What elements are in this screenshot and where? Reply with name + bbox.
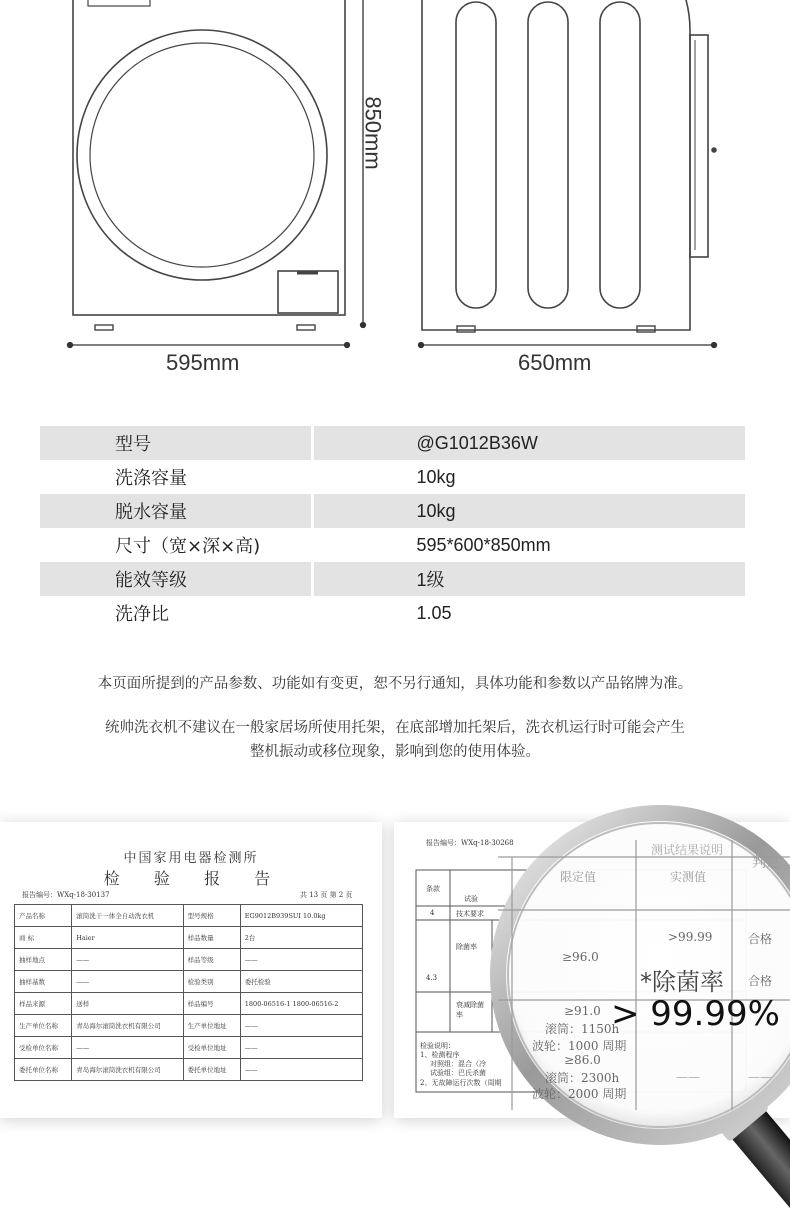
report-org-title: 中国家用电器检测所	[123, 851, 259, 866]
cell: 抽样基数	[15, 971, 72, 993]
cell: Haier	[72, 927, 183, 949]
mag-limit-3: ≥86.0	[564, 1053, 601, 1067]
cell: 1800-06516-1 1800-06516-2	[240, 993, 362, 1015]
cell: ——	[240, 949, 362, 971]
cell: 青岛海尔滚筒洗衣机有限公司	[72, 1015, 183, 1037]
mag-pass-1: 合格	[748, 932, 773, 946]
spec-key: 洗涤容量	[40, 460, 312, 494]
depth-dimension-label: 650mm	[518, 350, 592, 375]
mag-value-actual: >99.99	[668, 930, 713, 944]
cell: 生产单位地址	[183, 1015, 240, 1037]
cell: EG9012B939SUI 10.0kg	[240, 905, 362, 927]
bracket-warning-line1: 统帅洗衣机不建议在一般家居场所使用托架，在底部增加托架后，洗衣机运行时可能会产生	[105, 720, 685, 736]
cell: ——	[72, 949, 183, 971]
spec-value: 595*600*850mm	[416, 534, 551, 555]
cell: 产品名称	[15, 905, 72, 927]
spec-key: 尺寸（宽×深×高)	[40, 528, 312, 562]
report-pages: 共 13 页 第 2 页	[300, 891, 353, 899]
col-req: 试验	[464, 895, 478, 903]
report-number: 报告编号：WXq-18-30137	[22, 891, 110, 899]
width-dimension-label: 595mm	[166, 350, 240, 375]
mag-dash-1: ——	[676, 1070, 700, 1084]
spec-value: 10kg	[416, 466, 456, 487]
spec-value: 1级	[312, 562, 745, 596]
cell: ——	[240, 1015, 362, 1037]
cell: 样品数量	[183, 927, 240, 949]
bracket-warning-line2: 整机振动或移位现象，影响到您的使用体验。	[250, 744, 540, 760]
sterilization-rate-value: > 99.99%	[611, 994, 780, 1034]
cell: 抽样地点	[15, 949, 72, 971]
row-4: 4	[430, 909, 435, 917]
mag-pass-2: 合格	[748, 974, 773, 988]
spec-value: @G1012B36W	[312, 426, 745, 460]
sterilization-rate-label: *除菌率	[640, 968, 724, 996]
cell: ——	[240, 1059, 362, 1081]
cell: 委托单位地址	[183, 1059, 240, 1081]
spec-value: 10kg	[312, 494, 745, 528]
cell: ——	[240, 1037, 362, 1059]
cell: 样品来源	[15, 993, 72, 1015]
mag-limit-1: ≥96.0	[562, 950, 599, 964]
mag-drum-1: 滚筒：1150h	[545, 1022, 620, 1036]
col-item: 条款	[426, 885, 440, 893]
report-title: 检 验 报 告	[103, 869, 279, 888]
row-43: 4.3	[426, 974, 438, 982]
spec-key: 型号	[40, 426, 312, 460]
cell: ——	[72, 971, 183, 993]
report-number: 报告编号：WXq-18-30268	[426, 839, 514, 847]
cell: 商 标	[15, 927, 72, 949]
cell: 型号规格	[183, 905, 240, 927]
mag-header-limit: 限定值	[560, 870, 597, 884]
cell: 青岛海尔滚筒洗衣机有限公司	[72, 1059, 183, 1081]
spec-key: 脱水容量	[40, 494, 312, 528]
cell: 样品编号	[183, 993, 240, 1015]
cell: 样品等级	[183, 949, 240, 971]
spec-value: 1.05	[416, 602, 452, 623]
cell: 委托单位名称	[15, 1059, 72, 1081]
cell: 送样	[72, 993, 183, 1015]
cell: 检验类别	[183, 971, 240, 993]
spec-key: 洗净比	[40, 596, 312, 630]
mag-dash-2: ——	[748, 1070, 772, 1084]
row-4-text: 技术要求	[456, 910, 484, 918]
notes-1b: 试验组：巴氏杀菌	[430, 1069, 486, 1077]
disclaimer-note: 本页面所提到的产品参数、功能如有变更，恕不另行通知，具体功能和参数以产品铭牌为准。	[97, 676, 693, 692]
mag-limit-2: ≥91.0	[564, 1004, 601, 1018]
cell: 受检单位名称	[15, 1037, 72, 1059]
mag-header-judge: 判定	[752, 855, 780, 871]
cell: 2台	[240, 927, 362, 949]
cell: 生产单位名称	[15, 1015, 72, 1037]
spec-key: 能效等级	[40, 562, 312, 596]
mag-wave-2: 波轮：2000 周期	[532, 1087, 627, 1101]
height-dimension-label: 850mm	[360, 96, 386, 170]
cell: ——	[72, 1037, 183, 1059]
notes-title: 检验说明：	[420, 1042, 455, 1050]
cell: 委托检验	[240, 971, 362, 993]
sub-sterilization: 除菌率	[456, 943, 477, 951]
mag-header-results: 测试结果说明	[651, 843, 724, 857]
mag-header-actual: 实测值	[670, 870, 707, 884]
notes-1a: 对照组：混合（冷	[430, 1060, 486, 1068]
sub-decay: 衰减除菌率	[456, 1001, 484, 1019]
cell: 滚筒洗干一体全自动洗衣机	[72, 905, 183, 927]
mag-wave-1: 波轮：1000 周期	[532, 1039, 627, 1053]
mag-drum-2: 滚筒：2300h	[545, 1071, 620, 1085]
notes-2: 2、无故障运行次数（周期	[420, 1079, 502, 1087]
cell: 受检单位地址	[183, 1037, 240, 1059]
notes-1: 1、检测程序	[420, 1051, 460, 1059]
